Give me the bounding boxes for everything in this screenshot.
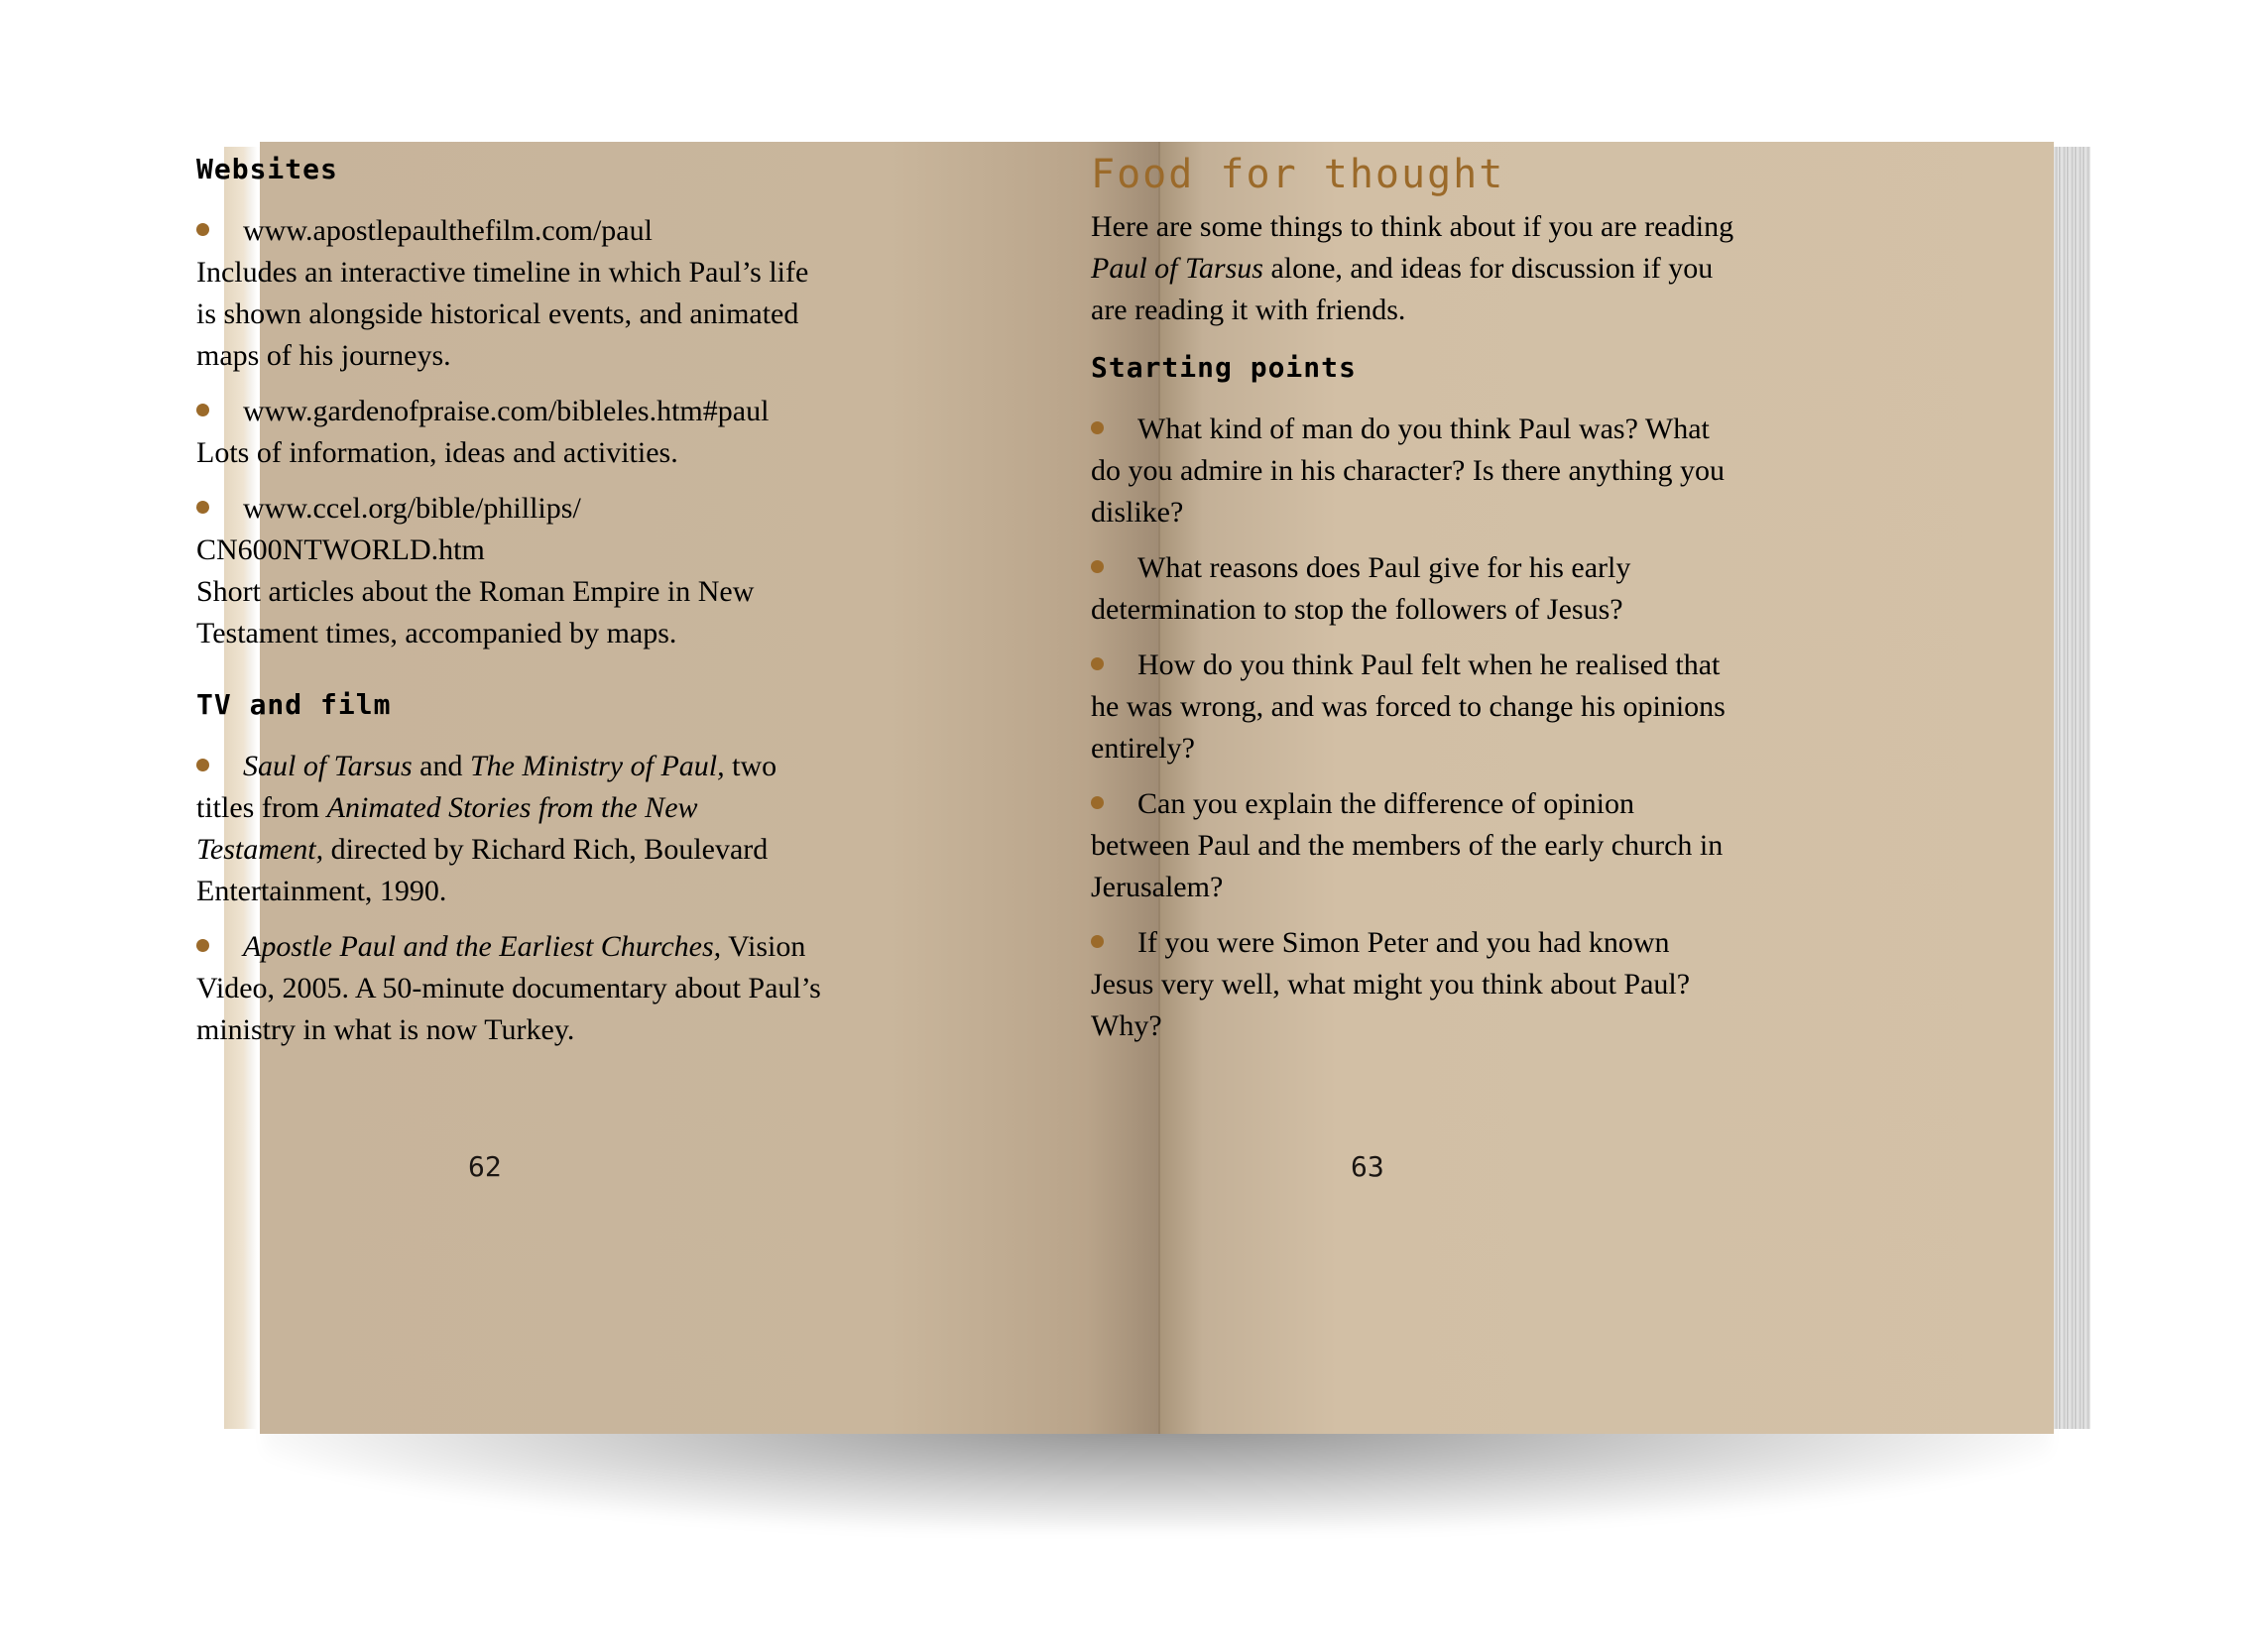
bullet-icon — [1091, 796, 1104, 809]
websites-heading: Websites — [196, 153, 338, 185]
website-description: Lots of information, ideas and activities. — [196, 436, 678, 469]
bullet-icon — [196, 223, 209, 236]
intro-paragraph — [1091, 206, 1735, 331]
question-item — [1091, 645, 1735, 769]
starting-points-heading: Starting points — [1091, 351, 1357, 384]
book-shadow — [264, 1421, 2051, 1530]
bullet-icon — [1091, 560, 1104, 573]
page-number-left: 62 — [468, 1150, 502, 1183]
website-entry — [196, 488, 831, 654]
film-title: Apostle Paul and the Earliest Churches, — [243, 930, 722, 963]
website-url: www.gardenofpraise.com/bibleles.htm#paul — [243, 395, 770, 427]
page-title: Food for thought — [1091, 152, 1505, 197]
film-entry — [196, 926, 831, 1051]
website-entry — [196, 391, 831, 474]
bullet-icon — [1091, 935, 1104, 948]
bullet-icon — [196, 404, 209, 416]
film-title: The Ministry of Paul, — [469, 750, 725, 782]
bullet-icon — [196, 939, 209, 952]
website-url: www.ccel.org/bible/phillips/ CN600NTWORLD.htm — [196, 492, 581, 566]
page-number-right: 63 — [1351, 1150, 1384, 1183]
film-text: two titles from — [196, 750, 777, 824]
website-entry — [196, 210, 831, 377]
website-description: Includes an interactive timeline in which Paul’s life is shown alongside historical events, and animated maps of his journeys. — [196, 256, 809, 372]
bullet-icon — [196, 501, 209, 514]
film-entry — [196, 746, 831, 912]
question-text: Can you explain the difference of opinion between Paul and the members of the early church in Jerusalem? — [1091, 787, 1724, 903]
bullet-icon — [1091, 657, 1104, 670]
right-page-content — [1091, 149, 1735, 1061]
film-text: Vision Video, 2005. A 50-minute documentary about Paul’s ministry in what is now Turkey. — [196, 930, 821, 1046]
question-item — [1091, 922, 1735, 1047]
question-text: If you were Simon Peter and you had known Jesus very well, what might you think about Paul? Why? — [1091, 926, 1691, 1042]
film-title: Saul of Tarsus — [243, 750, 413, 782]
intro-text: Here are some things to think about if you are reading — [1091, 210, 1734, 243]
left-page-content — [196, 149, 831, 1065]
question-item — [1091, 783, 1735, 908]
question-item — [1091, 409, 1735, 533]
series-title: Animated Stories from the New Testament, — [196, 791, 698, 866]
film-conjunction: and — [412, 750, 470, 782]
film-text: directed by Richard Rich, Boulevard Entertainment, 1990. — [196, 833, 769, 907]
intro-text: alone, and ideas for discussion if you are reading it with friends. — [1091, 252, 1714, 326]
book-title: Paul of Tarsus — [1091, 252, 1263, 285]
bullet-icon — [1091, 421, 1104, 434]
tv-film-heading: TV and film — [196, 688, 392, 721]
question-text: How do you think Paul felt when he realised that he was wrong, and was forced to change his opinions entirely? — [1091, 649, 1726, 765]
question-text: What kind of man do you think Paul was? What do you admire in his character? Is there anything you dislike? — [1091, 413, 1725, 529]
website-description: Short articles about the Roman Empire in New Testament times, accompanied by maps. — [196, 575, 755, 649]
question-item — [1091, 547, 1735, 631]
question-text: What reasons does Paul give for his early determination to stop the followers of Jesus? — [1091, 551, 1631, 626]
bullet-icon — [196, 759, 209, 771]
website-url: www.apostlepaulthefilm.com/paul — [243, 214, 653, 247]
